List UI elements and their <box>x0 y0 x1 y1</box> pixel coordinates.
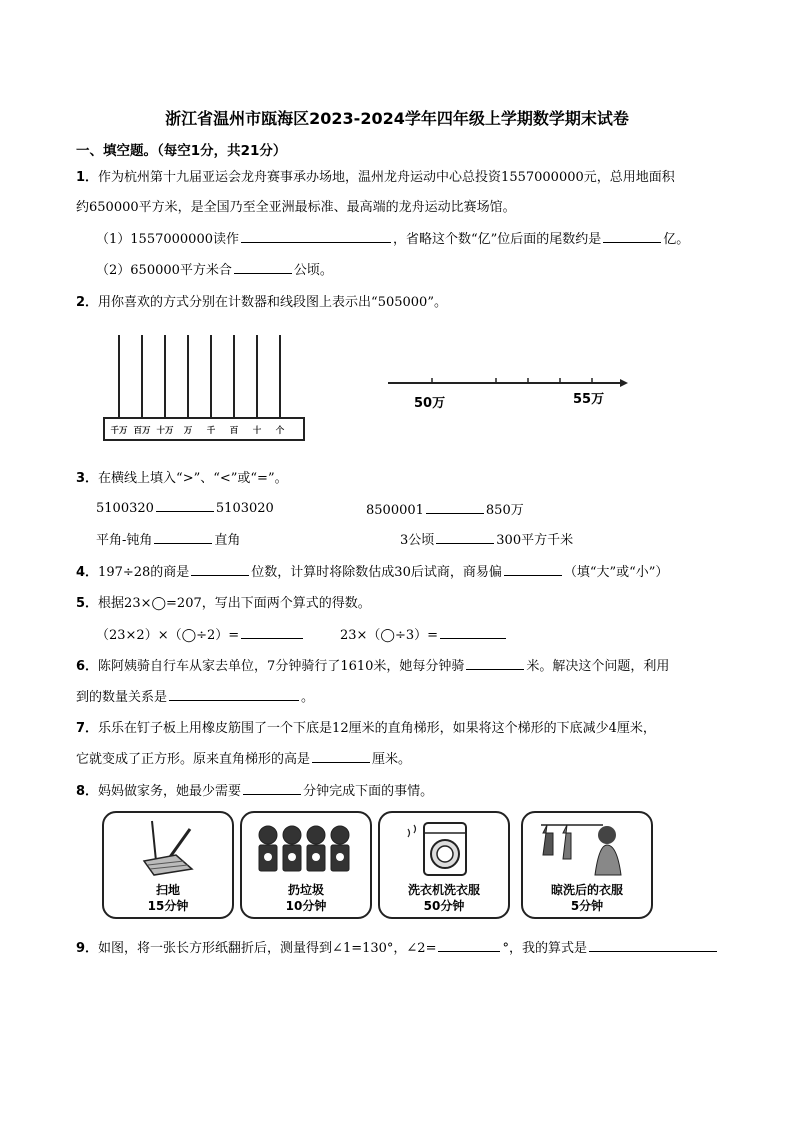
task-time: 5分钟 <box>570 899 604 913</box>
question-5 <box>76 592 371 611</box>
task-name: 晾洗后的衣服 <box>550 883 623 897</box>
expression: （23×2）×（◯÷2）= <box>96 628 240 643</box>
compare-left: 平角-钝角 <box>96 533 153 548</box>
answer-blank[interactable] <box>241 230 391 243</box>
question-number: 4． <box>76 565 99 580</box>
question-number: 2． <box>76 295 99 310</box>
answer-blank[interactable] <box>156 499 214 512</box>
question-number: 9． <box>76 941 99 956</box>
q1-part1-text-b: ，省略这个数“亿”位后面的尾数约是 <box>392 232 602 247</box>
answer-blank[interactable] <box>312 750 370 763</box>
q6-line2 <box>76 686 314 705</box>
q1-line2: 约650000平方米，是全国乃至全亚洲最标准、最高端的龙舟运动比赛场馆。 <box>76 200 516 215</box>
compare-left: 3公顷 <box>400 533 435 548</box>
q1-part2 <box>96 259 333 278</box>
question-1 <box>76 166 675 185</box>
answer-blank[interactable] <box>436 531 494 544</box>
q4-text-a: 197÷28的商是 <box>98 565 190 580</box>
place-label: 个 <box>275 426 285 436</box>
place-label: 百 <box>229 426 239 436</box>
q7-text-a: 它就变成了正方形。原来直角梯形的高是 <box>76 752 311 767</box>
q2-text: 用你喜欢的方式分别在计数器和线段图上表示出“505000”。 <box>98 295 447 310</box>
answer-blank[interactable] <box>466 657 524 670</box>
question-9 <box>76 937 719 956</box>
question-number: 3． <box>76 471 99 486</box>
question-8 <box>76 780 433 799</box>
page-title: 浙江省温州市瓯海区2023-2024学年四年级上学期数学期末试卷 <box>165 109 629 128</box>
q4-text-b: 位数，计算时将除数估成30后试商，商易偏 <box>251 565 502 580</box>
arrow-head-icon <box>620 379 628 387</box>
answer-blank[interactable] <box>241 626 303 639</box>
q5-text: 根据23×◯=207，写出下面两个算式的得数。 <box>98 596 371 611</box>
compare-left: 5100320 <box>96 501 154 516</box>
q1-line1: 作为杭州第十九届亚运会龙舟赛事承办场地，温州龙舟运动中心总投资1557000000元，总用地面积 <box>98 170 675 185</box>
q3-text: 在横线上填入“>”、“<”或“=”。 <box>98 471 288 486</box>
q9-text-a: 如图，将一张长方形纸翻折后，测量得到∠1=130°，∠2= <box>98 941 437 956</box>
question-number: 6． <box>76 659 99 674</box>
answer-blank[interactable] <box>243 782 301 795</box>
q7-line2 <box>76 748 411 767</box>
q7-line1: 乐乐在钉子板上用橡皮筋围了一个下底是12厘米的直角梯形，如果将这个梯形的下底减少4厘米， <box>98 721 656 736</box>
trash-bins-icon <box>242 817 370 879</box>
question-number: 8． <box>76 784 99 799</box>
task-card-washing <box>378 811 510 919</box>
answer-blank[interactable] <box>438 939 500 952</box>
compare-right: 5103020 <box>215 501 274 516</box>
compare-b <box>366 499 524 518</box>
broom-icon <box>104 817 232 879</box>
number-line <box>380 365 630 415</box>
place-label: 千 <box>206 426 216 436</box>
place-label: 千万 <box>110 426 128 436</box>
q6-text-b: 米。解决这个问题，利用 <box>526 659 670 674</box>
task-name: 扫地 <box>155 883 180 897</box>
task-name: 扔垃圾 <box>287 883 324 897</box>
task-time: 15分钟 <box>147 899 189 913</box>
place-label: 十 <box>252 426 262 436</box>
hanging-clothes-icon <box>523 817 651 879</box>
q4-text-c: （填“大”或“小”） <box>563 565 669 580</box>
line-label-right: 55万 <box>573 392 605 407</box>
q1-part1-text-a: （1）1557000000读作 <box>96 232 239 247</box>
q6-text-a: 陈阿姨骑自行车从家去单位，7分钟骑行了1610米，她每分钟骑 <box>98 659 465 674</box>
q5-expression-2 <box>340 624 508 643</box>
question-number: 7． <box>76 721 99 736</box>
task-card-trash <box>240 811 372 919</box>
answer-blank[interactable] <box>426 501 484 514</box>
compare-a <box>96 499 274 516</box>
expression: 23×（◯÷3）= <box>340 628 439 643</box>
q9-text-b: °，我的算式是 <box>502 941 587 956</box>
answer-blank[interactable] <box>504 563 562 576</box>
washing-machine-icon <box>380 817 508 879</box>
question-2 <box>76 291 447 310</box>
task-time: 50分钟 <box>423 899 465 913</box>
task-card-sweep <box>102 811 234 919</box>
q8-text-b: 分钟完成下面的事情。 <box>303 784 434 799</box>
compare-left: 8500001 <box>366 503 424 518</box>
task-name: 洗衣机洗衣服 <box>407 883 480 897</box>
place-label: 十万 <box>156 426 174 436</box>
question-4 <box>76 561 668 580</box>
section-heading: 一、填空题。（每空1分，共21分） <box>76 143 287 159</box>
question-6 <box>76 655 669 674</box>
compare-right: 直角 <box>214 533 241 548</box>
question-number: 1． <box>76 170 99 185</box>
line-label-left: 50万 <box>414 396 446 411</box>
answer-blank[interactable] <box>440 626 506 639</box>
answer-blank[interactable] <box>234 261 292 274</box>
counting-frame <box>100 330 310 445</box>
q6-text-d: 。 <box>301 690 315 705</box>
q1-part2-text-a: （2）650000平方米合 <box>96 263 232 278</box>
compare-right: 300平方千米 <box>496 533 574 548</box>
q7-text-b: 厘米。 <box>372 752 412 767</box>
compare-c <box>96 529 240 548</box>
q5-expression-1 <box>96 624 305 643</box>
question-number: 5． <box>76 596 99 611</box>
answer-blank[interactable] <box>154 531 212 544</box>
q1-part1-text-c: 亿。 <box>663 232 690 247</box>
q8-text-a: 妈妈做家务，她最少需要 <box>98 784 242 799</box>
compare-right: 850万 <box>485 503 524 518</box>
q6-text-c: 到的数量关系是 <box>76 690 168 705</box>
q1-part2-text-b: 公顷。 <box>293 263 333 278</box>
q1-part1 <box>96 228 689 247</box>
question-7 <box>76 717 656 736</box>
task-time: 10分钟 <box>285 899 327 913</box>
answer-blank[interactable] <box>169 688 299 701</box>
compare-d <box>400 529 573 548</box>
answer-blank[interactable] <box>589 939 717 952</box>
place-label: 百万 <box>133 426 151 436</box>
place-label: 万 <box>183 426 193 436</box>
task-card-drying <box>521 811 653 919</box>
question-3 <box>76 467 288 486</box>
answer-blank[interactable] <box>191 563 249 576</box>
answer-blank[interactable] <box>603 230 661 243</box>
